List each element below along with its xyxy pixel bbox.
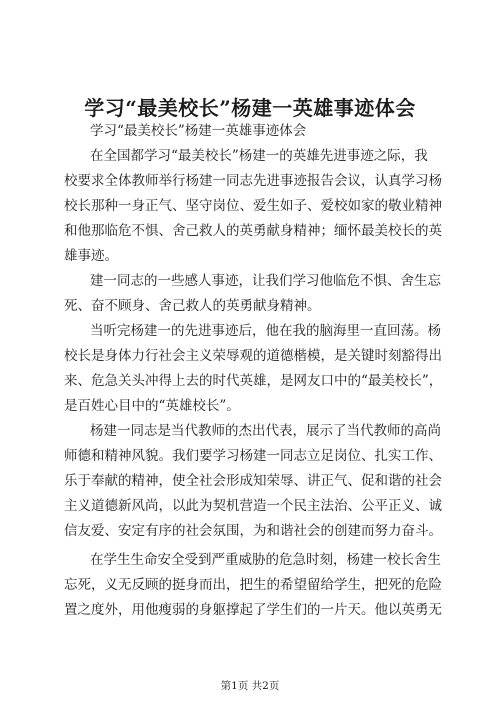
paragraph-1-line-1: 在全国都学习“最美校长”杨建一的英雄先进事迹之际，我: [90, 148, 428, 164]
page-footer: 第1页 共2页: [220, 680, 280, 692]
paragraph-5-line-1: 在学生生命安全受到严重威胁的危急时刻，杨建一校长舍生: [90, 552, 441, 568]
paragraph-4-line-4: 主义道德新风尚，以此为契机营造一个民主法治、公平正义、诚: [64, 498, 442, 514]
paragraph-3-line-1: 当听完杨建一的先进事迹后，他在我的脑海里一直回荡。杨: [90, 323, 441, 339]
paragraph-1-line-2: 校要求全体教师举行杨建一同志先进事迹报告会议，认真学习杨: [64, 173, 442, 189]
paragraph-3-line-4: 是百姓心目中的“英雄校长”。: [64, 398, 240, 414]
paragraph-2-line-1: 建一同志的一些感人事迹，让我们学习他临危不惧、舍生忘: [90, 273, 441, 289]
paragraph-1-line-3: 校长那种一身正气、坚守岗位、爱生如子、爱校如家的敬业精神: [64, 198, 442, 214]
paragraph-3-line-3: 来、危急关头冲得上去的时代英雄，是网友口中的“最美校长”，: [64, 373, 443, 389]
document-title: 学习“最美校长”杨建一英雄事迹体会: [84, 96, 416, 120]
paragraph-4-line-2: 师德和精神风貌。我们要学习杨建一同志立足岗位、扎实工作、: [64, 448, 442, 464]
paragraph-1-line-4: 和他那临危不惧、舍己救人的英勇献身精神；缅怀最美校长的英: [64, 223, 442, 239]
paragraph-1-line-5: 雄事迹。: [64, 248, 118, 264]
paragraph-3-line-2: 校长是身体力行社会主义荣辱观的道德楷模，是关键时刻豁得出: [64, 348, 442, 364]
document-subtitle: 学习“最美校长”杨建一英雄事迹体会: [90, 123, 307, 139]
paragraph-2-line-2: 死、奋不顾身、舍己救人的英勇献身精神。: [64, 298, 321, 314]
paragraph-4-line-1: 杨建一同志是当代教师的杰出代表，展示了当代教师的高尚: [90, 423, 441, 439]
paragraph-4-line-5: 信友爱、安定有序的社会氛围，为和谐社会的创建而努力奋斗。: [64, 523, 442, 539]
paragraph-5-line-3: 置之度外，用他瘦弱的身躯撑起了学生们的一片天。他以英勇无: [64, 602, 442, 618]
paragraph-4-line-3: 乐于奉献的精神，使全社会形成知荣辱、讲正气、促和谐的社会: [64, 473, 442, 489]
paragraph-5-line-2: 忘死，义无反顾的挺身而出，把生的希望留给学生，把死的危险: [64, 577, 442, 593]
